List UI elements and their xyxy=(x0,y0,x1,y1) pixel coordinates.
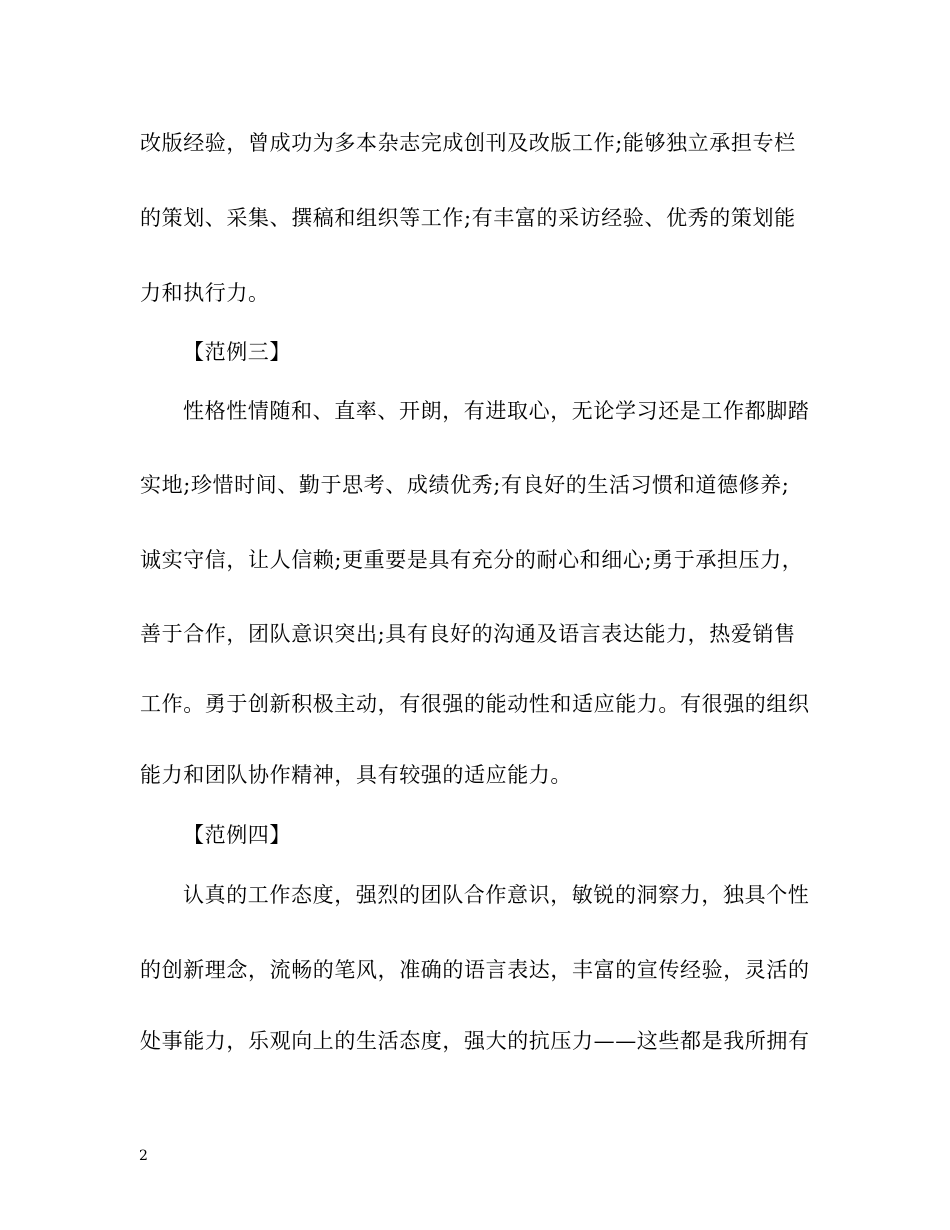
section-heading: 【范例三】 xyxy=(183,340,291,364)
paragraph-line: 的创新理念，流畅的笔风，准确的语言表达，丰富的宣传经验，灵活的 xyxy=(140,958,810,982)
paragraph-line: 力和执行力。 xyxy=(140,281,270,305)
paragraph-line: 工作。勇于创新积极主动，有很强的能动性和适应能力。有很强的组织 xyxy=(140,692,810,716)
paragraph-line: 改版经验，曾成功为多本杂志完成创刊及改版工作;能够独立承担专栏 xyxy=(140,131,796,155)
paragraph-line: 实地;珍惜时间、勤于思考、成绩优秀;有良好的生活习惯和道德修养; xyxy=(140,473,790,497)
paragraph-line: 性格性情随和、直率、开朗，有进取心，无论学习还是工作都脚踏 xyxy=(183,399,810,423)
paragraph-line: 的策划、采集、撰稿和组织等工作;有丰富的采访经验、优秀的策划能 xyxy=(140,206,796,230)
page-number: 2 xyxy=(139,1148,148,1164)
paragraph-line: 认真的工作态度，强烈的团队合作意识，敏锐的洞察力，独具个性 xyxy=(183,883,810,907)
paragraph-line: 善于合作，团队意识突出;具有良好的沟通及语言表达能力，热爱销售 xyxy=(140,622,796,646)
paragraph-line: 处事能力，乐观向上的生活态度，强大的抗压力——这些都是我所拥有 xyxy=(140,1029,810,1053)
section-heading: 【范例四】 xyxy=(183,823,291,847)
paragraph-line: 能力和团队协作精神，具有较强的适应能力。 xyxy=(140,763,572,787)
paragraph-line: 诚实守信，让人信赖;更重要是具有充分的耐心和细心;勇于承担压力， xyxy=(140,548,804,572)
